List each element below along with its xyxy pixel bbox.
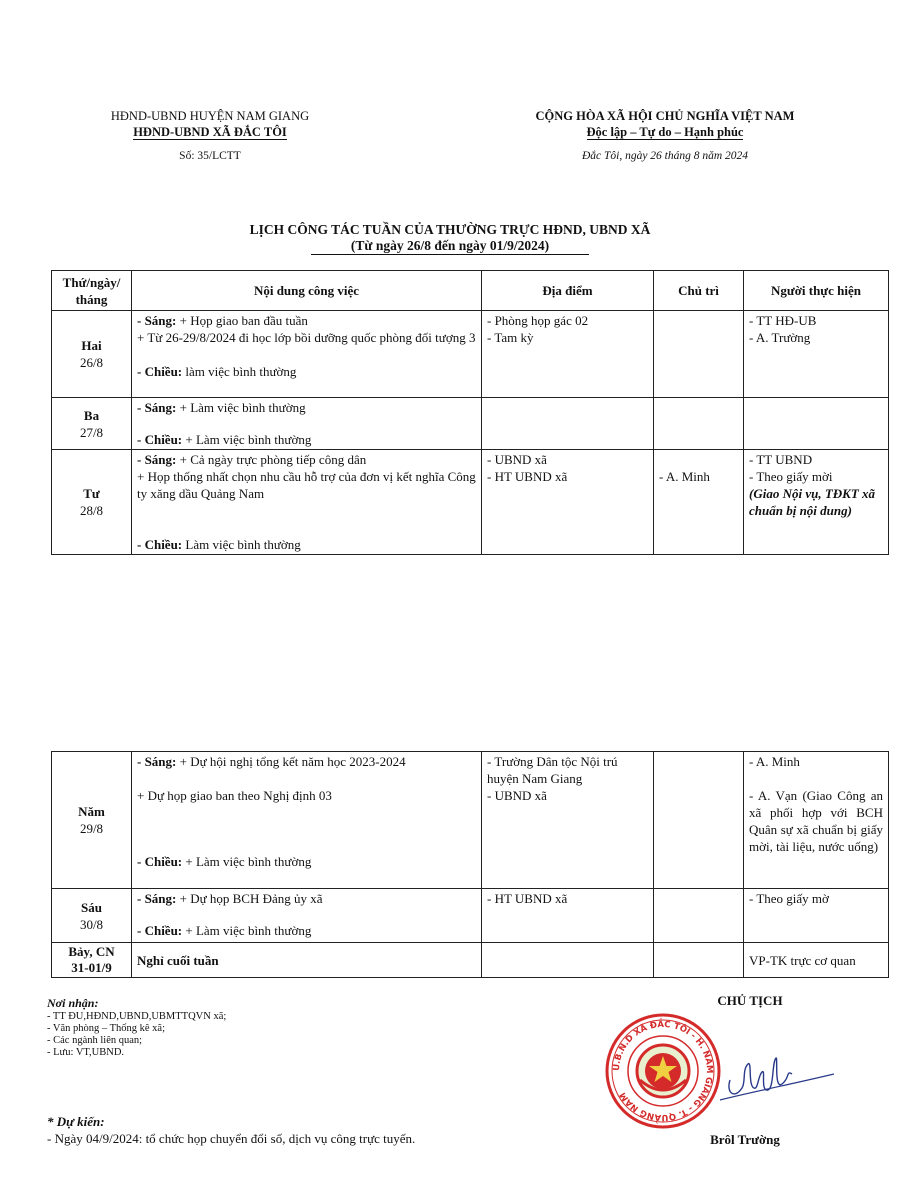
schedule-table-part-2 [51,751,889,978]
recipient-item: - Văn phòng – Thống kê xã; [47,1023,166,1034]
content-cell: Nghỉ cuối tuần [132,943,482,978]
title-main: LỊCH CÔNG TÁC TUẦN CỦA THƯỜNG TRỰC HĐND, UBND XÃ [249,222,651,237]
motto: Độc lập – Tự do – Hạnh phúc [586,125,744,139]
recipient-item: - Lưu: VT,UBND. [47,1047,125,1058]
chair-cell [654,943,744,978]
col-header-chair: Chủ trì [654,271,744,311]
official-stamp-icon [604,1012,722,1130]
issuer-line-2: HĐND-UBND XÃ ĐẮC TÔI [133,125,287,139]
table-row [52,450,889,555]
people-cell: - A. Minh - A. Vạn (Giao Công an xã phối hợp với BCH Quân sự xã chuẩn bị giấy mời, tài liệu, nước uống) [744,752,889,889]
title-range: (Từ ngày 26/8 đến ngày 01/9/2024) [150,238,750,254]
table-row [52,889,889,943]
schedule-title [150,222,750,254]
table-row [52,398,889,450]
day-cell: Hai 26/8 [52,311,132,398]
recipients-block [47,997,307,1059]
chair-cell [654,311,744,398]
chair-cell [654,752,744,889]
people-note: (Giao Nội vụ, TĐKT xã chuẩn bị nội dung) [749,486,876,518]
issuer-block [80,108,340,164]
handwritten-signature-icon [712,1040,842,1110]
place-cell: - HT UBND xã [482,889,654,943]
svg-text:U.B.N.D XÃ ĐẮC TÔI - H. NAM GI: U.B.N.D XÃ ĐẮC TÔI - H. NAM GIANG - T. QUẢNG NAM [611,1019,715,1123]
content-cell: - Sáng: + Làm việc bình thường - Chiều: + Làm việc bình thường [132,398,482,450]
col-header-day: Thứ/ngày/ tháng [52,271,132,311]
col-header-content: Nội dung công việc [132,271,482,311]
col-header-people: Người thực hiện [744,271,889,311]
national-motto-block [495,108,835,164]
table-row [52,752,889,889]
note-text: - Ngày 04/9/2024: tổ chức họp chuyển đổi số, dịch vụ công trực tuyến. [47,1131,416,1146]
recipients-label: Nơi nhận: [47,996,99,1010]
content-cell: - Sáng: + Cả ngày trực phòng tiếp công dân + Họp thống nhất chọn nhu cầu hỗ trợ của đơn vị kết nghĩa Công ty xăng dầu Quảng Nam - Chiều: Làm việc bình thường [132,450,482,555]
people-cell: VP-TK trực cơ quan [744,943,889,978]
place-cell: - Phòng họp gác 02 - Tam kỳ [482,311,654,398]
content-cell: - Sáng: + Dự họp BCH Đảng ủy xã - Chiều: + Làm việc bình thường [132,889,482,943]
day-cell: Tư 28/8 [52,450,132,555]
table-row [52,311,889,398]
chair-cell [654,398,744,450]
schedule-table-part-1 [51,270,889,555]
chair-cell [654,889,744,943]
day-cell: Năm 29/8 [52,752,132,889]
national-name: CỘNG HÒA XÃ HỘI CHỦ NGHĨA VIỆT NAM [535,109,795,123]
day-cell: Ba 27/8 [52,398,132,450]
note-label: * Dự kiến: [47,1114,105,1129]
people-cell: - TT UBND - Theo giấy mời (Giao Nội vụ, TĐKT xã chuẩn bị nội dung) [744,450,889,555]
day-cell: Sáu 30/8 [52,889,132,943]
place-cell: - UBND xã - HT UBND xã [482,450,654,555]
content-cell: - Sáng: + Họp giao ban đầu tuần + Từ 26-29/8/2024 đi học lớp bồi dưỡng quốc phòng đối tượng 3 - Chiều: làm việc bình thường [132,311,482,398]
recipient-item: - Các ngành liên quan; [47,1035,143,1046]
date-place: Đắc Tôi, ngày 26 tháng 8 năm 2024 [581,150,749,162]
content-cell: - Sáng: + Dự hội nghị tổng kết năm học 2023-2024 + Dự họp giao ban theo Nghị định 03 - Chiều: + Làm việc bình thường [132,752,482,889]
recipient-item: - TT ĐU,HĐND,UBND,UBMTTQVN xã; [47,1011,227,1022]
signer-name: Brôl Trường [710,1132,780,1147]
note-block [47,1113,567,1147]
people-cell: - Theo giấy mờ [744,889,889,943]
chair-cell: - A. Minh [654,450,744,555]
doc-number: Số: 35/LCTT [179,150,241,162]
table-row [52,943,889,978]
day-cell: Bảy, CN 31-01/9 [52,943,132,978]
table-header-row [52,271,889,311]
people-cell [744,398,889,450]
issuer-line-1: HĐND-UBND HUYỆN NAM GIANG [110,109,310,123]
col-header-place: Địa điểm [482,271,654,311]
place-cell: - Trường Dân tộc Nội trú huyện Nam Giang - UBND xã [482,752,654,889]
place-cell [482,398,654,450]
people-cell: - TT HĐ-UB - A. Trường [744,311,889,398]
place-cell [482,943,654,978]
signature-title: CHỦ TỊCH [717,993,783,1008]
